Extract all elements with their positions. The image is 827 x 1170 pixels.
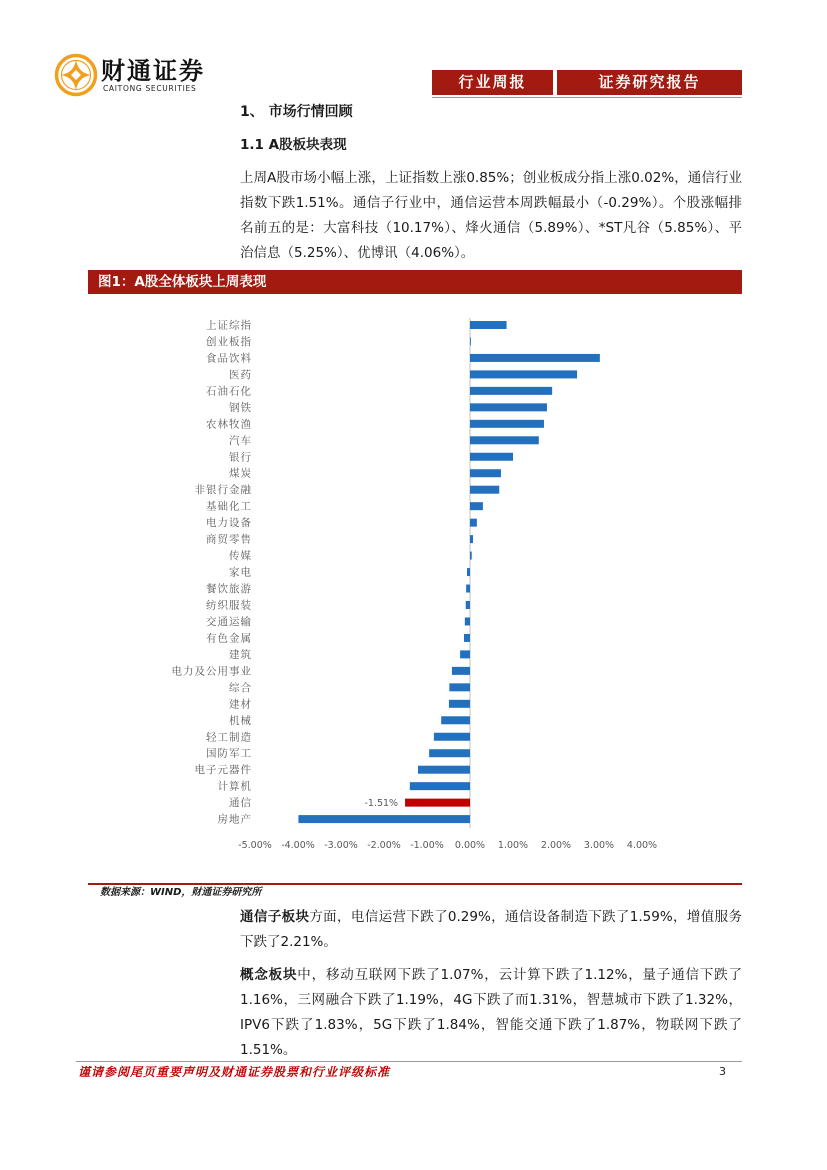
report-category-tag: 证券研究报告: [557, 70, 742, 95]
category-label-30: 通信: [229, 797, 252, 810]
category-label-4: 医药: [229, 368, 252, 381]
x-tick-label-2: -4.00%: [281, 840, 315, 851]
bar-25: [441, 716, 470, 724]
figure-caption-bar: [88, 270, 742, 294]
page-number: 3: [719, 1065, 726, 1078]
bar-3: [470, 354, 600, 362]
category-label-19: 交通运输: [206, 615, 252, 628]
concept-sector-paragraph: [240, 963, 742, 1063]
category-label-25: 机械: [229, 714, 252, 727]
sector-performance-chart: [88, 300, 742, 870]
x-tick-label-3: -3.00%: [324, 840, 358, 851]
category-label-22: 电力及公用事业: [171, 665, 252, 678]
category-label-29: 计算机: [217, 780, 252, 793]
bar-18: [466, 601, 470, 609]
bar-6: [470, 403, 547, 411]
telecom-subsector-text: 方面，电信运营下跌了0.29%，通信设备制造下跌了1.59%，增值服务下跌了2.21%。: [240, 909, 742, 950]
category-label-17: 餐饮旅游: [206, 583, 252, 596]
category-label-12: 基础化工: [206, 500, 252, 513]
category-label-6: 钢铁: [229, 401, 252, 414]
x-tick-label-8: 2.00%: [540, 840, 572, 851]
bar-16: [467, 568, 470, 576]
bar-10: [470, 469, 501, 477]
bar-23: [449, 683, 470, 691]
bar-11: [470, 486, 499, 494]
telecom-subsector-paragraph: [240, 905, 742, 955]
data-label-highlight: -1.51%: [364, 798, 399, 810]
category-label-10: 煤炭: [229, 467, 252, 480]
bar-13: [470, 519, 477, 527]
bar-5: [470, 387, 552, 395]
category-label-14: 商贸零售: [206, 533, 252, 546]
market-review-paragraph: 上周A股市场小幅上涨，上证指数上涨0.85%；创业板成分指上涨0.02%，通信行业指数下跌1.51%。通信子行业中，通信运营本周跌幅最小（-0.29%）。个股涨幅排名前五的是：大富科技（10.17%）、烽火通信（5.89%）、*ST凡谷（5.85%）、平治信息（5.25%）、优博讯（4.06%）。: [240, 170, 742, 261]
report-type-tag: 行业周报: [432, 70, 553, 95]
x-tick-label-7: 1.00%: [497, 840, 529, 851]
bar-1: [470, 321, 507, 329]
category-label-8: 汽车: [229, 434, 252, 447]
category-label-23: 综合: [229, 681, 252, 694]
footer-divider: [76, 1061, 742, 1062]
figure-bottom-divider: [88, 883, 742, 885]
category-label-28: 电子元器件: [194, 764, 252, 777]
telecom-subsector-lead: 通信子板块: [240, 909, 310, 925]
category-label-13: 电力设备: [206, 517, 252, 530]
category-label-31: 房地产: [217, 813, 252, 826]
footer-disclaimer: 谨请参阅尾页重要声明及财通证券股票和行业评级标准: [78, 1065, 391, 1079]
category-label-20: 有色金属: [206, 632, 252, 645]
bar-31: [298, 815, 470, 823]
x-tick-label-4: -2.00%: [367, 840, 401, 851]
bar-12: [470, 502, 483, 510]
x-tick-label-5: -1.00%: [410, 840, 444, 851]
category-label-5: 石油石化: [206, 385, 252, 398]
figure-caption: 图1：A股全体板块上周表现: [98, 274, 267, 290]
caitong-logo-icon: [54, 53, 98, 97]
bar-26: [434, 733, 470, 741]
brand-name-en: CAITONG SECURITIES: [103, 84, 197, 93]
bar-7: [470, 420, 544, 428]
x-tick-label-6: 0.00%: [454, 840, 486, 851]
bar-27: [429, 749, 470, 757]
concept-sector-lead: 概念板块: [240, 967, 298, 983]
x-tick-label-1: -5.00%: [238, 840, 272, 851]
bar-28: [418, 766, 470, 774]
category-label-15: 传媒: [229, 550, 252, 563]
bar-17: [466, 585, 470, 593]
bar-20: [464, 634, 470, 642]
subsection-title: 1.1 A股板块表现: [240, 137, 347, 153]
bar-21: [460, 650, 470, 658]
category-label-1: 上证综指: [206, 319, 252, 332]
category-label-3: 食品饮料: [206, 352, 252, 365]
category-label-24: 建材: [229, 698, 252, 711]
data-source-note: 数据来源：WIND，财通证券研究所: [100, 887, 262, 898]
bar-22: [452, 667, 470, 675]
header-divider: [432, 97, 742, 98]
concept-sector-text: 中，移动互联网下跌了1.07%，云计算下跌了1.12%，量子通信下跌了1.16%，三网融合下跌了1.19%，4G下跌了而1.31%，智慧城市下跌了1.32%，IPV6下跌了1.83%，5G下跌了1.84%，智能交通下跌了1.87%，物联网下跌了1.51%。: [240, 967, 742, 1058]
bar-8: [470, 436, 539, 444]
category-label-2: 创业板指: [206, 335, 252, 348]
category-label-21: 建筑: [229, 648, 252, 661]
bar-24: [449, 700, 470, 708]
category-label-26: 轻工制造: [206, 731, 252, 744]
bar-19: [465, 617, 470, 625]
category-label-11: 非银行金融: [194, 484, 252, 497]
x-tick-label-9: 3.00%: [583, 840, 615, 851]
bar-29: [410, 782, 470, 790]
bar-4: [470, 370, 577, 378]
bar-2: [470, 337, 471, 345]
brand-name-cn: 财通证券: [101, 56, 205, 85]
category-label-7: 农林牧渔: [206, 418, 252, 431]
category-label-16: 家电: [229, 566, 252, 579]
section-title: 1、 市场行情回顾: [240, 104, 353, 120]
bar-9: [470, 453, 513, 461]
bar-15: [470, 552, 472, 560]
category-label-9: 银行: [229, 451, 252, 464]
category-label-27: 国防军工: [206, 747, 252, 760]
category-label-18: 纺织服装: [206, 599, 252, 612]
x-tick-label-10: 4.00%: [626, 840, 658, 851]
bar-14: [470, 535, 473, 543]
bar-highlight-30: [405, 799, 470, 807]
